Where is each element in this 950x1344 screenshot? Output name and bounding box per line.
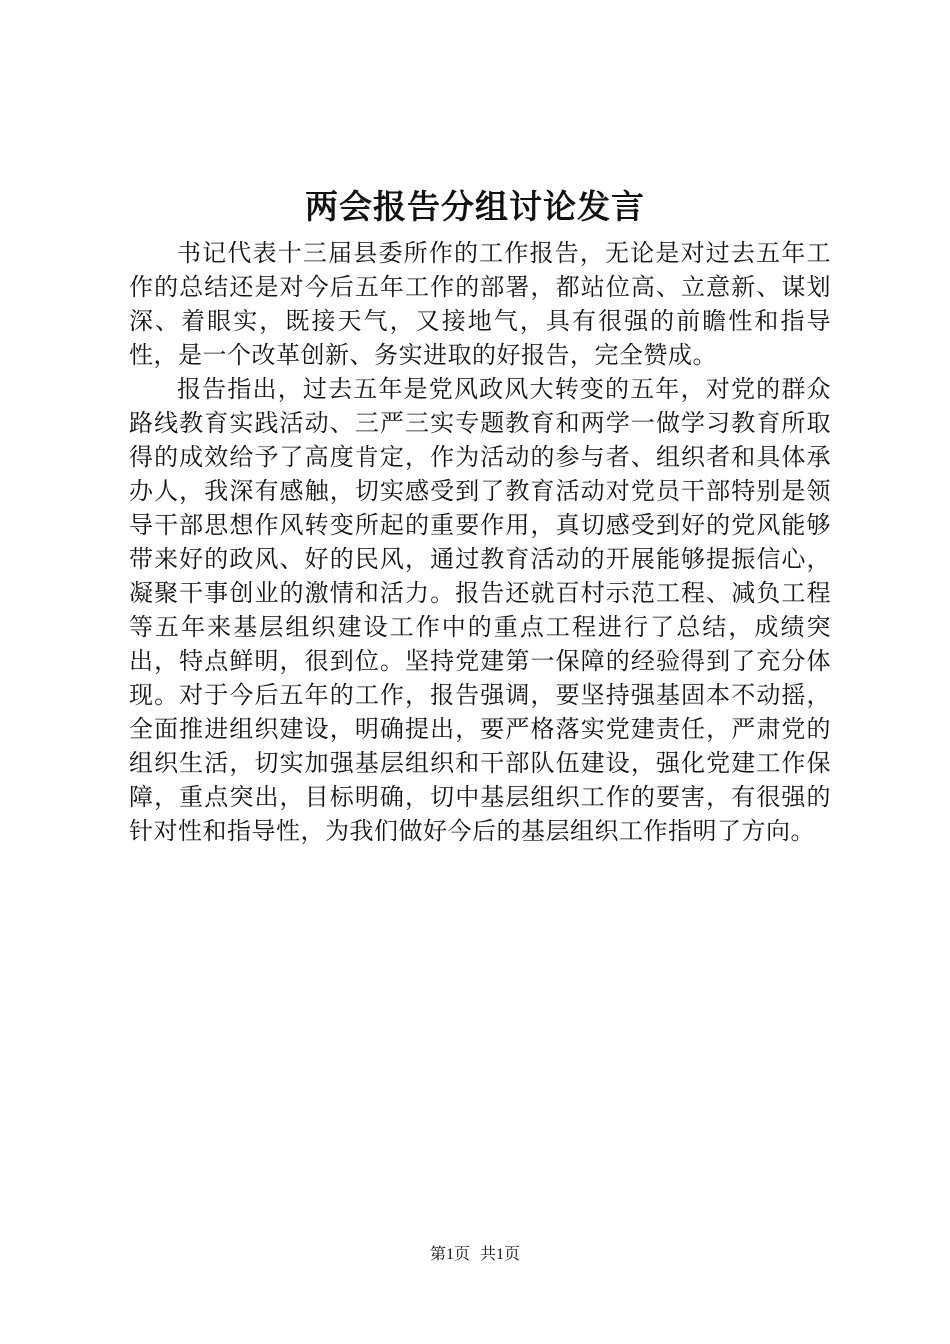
- page-total: 共1页: [480, 1246, 521, 1263]
- paragraph-1: 书记代表十三届县委所作的工作报告，无论是对过去五年工作的总结还是对今后五年工作的部署，都站位高、立意新、谋划深、着眼实，既接天气，又接地气，具有很强的前瞻性和指导性，是一个改革创新、务实进取的好报告，完全赞成。: [129, 239, 831, 369]
- page-number: 第1页: [429, 1246, 470, 1263]
- document-body: [129, 236, 831, 848]
- document-title: 两会报告分组讨论发言: [305, 187, 645, 226]
- page-footer: [0, 1244, 950, 1266]
- paragraph-2: 报告指出，过去五年是党风政风大转变的五年，对党的群众路线教育实践活动、三严三实专题教育和两学一做学习教育所取得的成效给予了高度肯定，作为活动的参与者、组织者和具体承办人，我深有感触，切实感受到了教育活动对党员干部特别是领导干部思想作风转变所起的重要作用，真切感受到好的党风能够带来好的政风、好的民风，通过教育活动的开展能够提振信心，凝聚干事创业的激情和活力。报告还就百村示范工程、减负工程等五年来基层组织建设工作中的重点工程进行了总结，成绩突出，特点鲜明，很到位。坚持党建第一保障的经验得到了充分体现。对于今后五年的工作，报告强调，要坚持强基固本不动摇，全面推进组织建设，明确提出，要严格落实党建责任，严肃党的组织生活，切实加强基层组织和干部队伍建设，强化党建工作保障，重点突出，目标明确，切中基层组织工作的要害，有很强的针对性和指导性，为我们做好今后的基层组织工作指明了方向。: [129, 375, 831, 845]
